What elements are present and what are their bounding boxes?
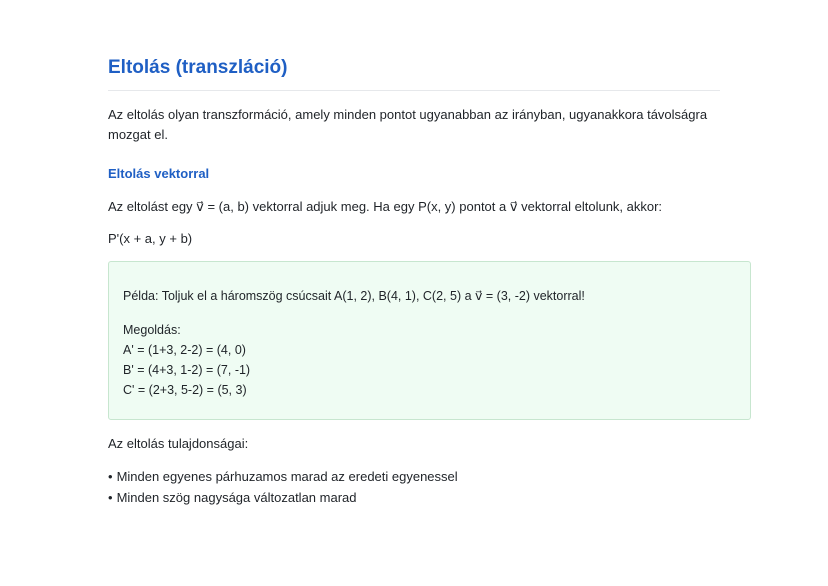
properties-list xyxy=(108,466,751,508)
solution-line: B' = (4+3, 1-2) = (7, -1) xyxy=(123,363,251,377)
document-content xyxy=(108,56,751,508)
solution-line: A' = (1+3, 2-2) = (4, 0) xyxy=(123,343,246,357)
list-item xyxy=(108,466,751,487)
bullet-icon: • xyxy=(108,469,113,484)
formula: P'(x + a, y + b) xyxy=(108,231,193,246)
list-item xyxy=(108,487,751,508)
list-item-text: Minden egyenes párhuzamos marad az eredeti egyenessel xyxy=(116,469,458,484)
list-item-text: Minden szög nagysága változatlan marad xyxy=(116,490,357,505)
page-title: Eltolás (transzláció) xyxy=(108,56,720,91)
solution-line: C' = (2+3, 5-2) = (5, 3) xyxy=(123,383,247,397)
section-subtitle: Eltolás vektorral xyxy=(108,166,210,181)
example-problem: Példa: Toljuk el a háromszög csúcsait A(1, 2), B(4, 1), C(2, 5) a v⃗ = (3, -2) vektorral! xyxy=(123,289,585,303)
intro-paragraph: Az eltolás olyan transzformáció, amely minden pontot ugyanabban az irányban, ugyanakkora távolságra mozgat el. xyxy=(108,107,708,142)
solution-label: Megoldás: xyxy=(123,323,181,337)
bullet-icon: • xyxy=(108,490,113,505)
example-box xyxy=(108,261,751,420)
section-text: Az eltolást egy v⃗ = (a, b) vektorral adjuk meg. Ha egy P(x, y) pontot a v⃗ vektorral eltolunk, akkor: xyxy=(108,199,663,214)
properties-intro: Az eltolás tulajdonságai: xyxy=(108,436,249,451)
